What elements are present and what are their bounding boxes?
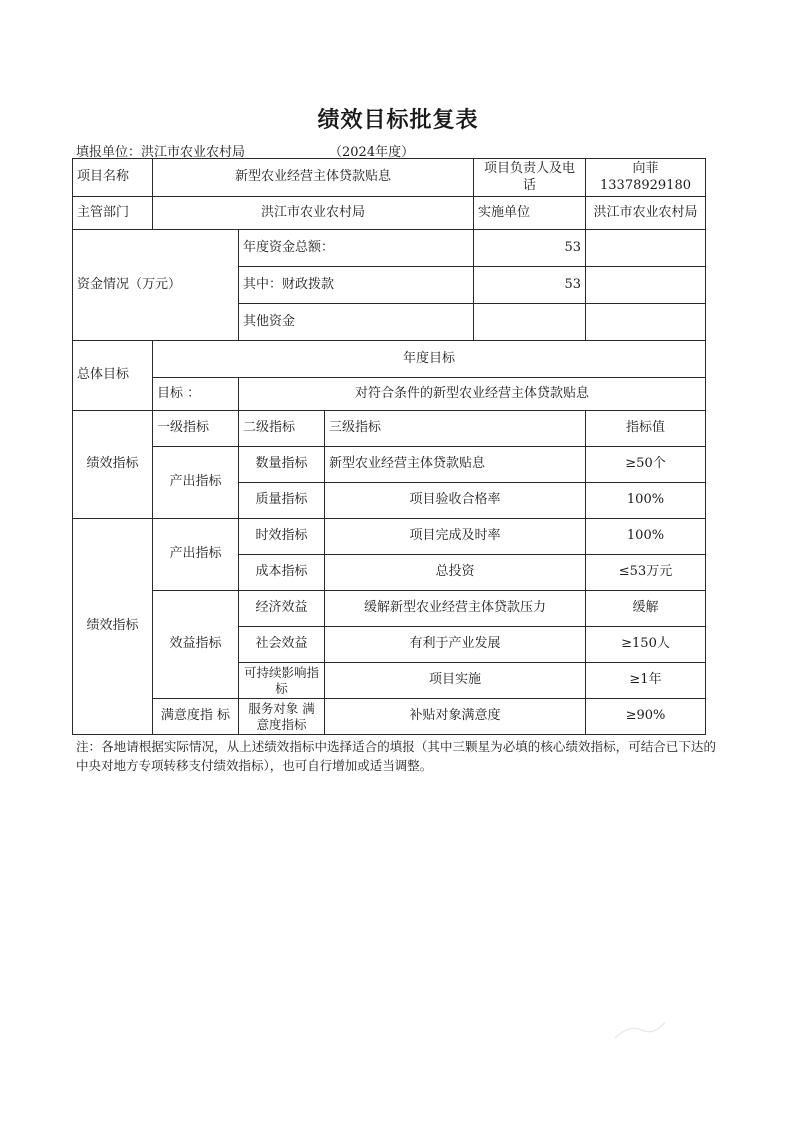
empty-cell — [586, 230, 706, 267]
service-indicator-value: ≥90% — [586, 699, 706, 735]
service-indicator-label: 服务对象 满意度指标 — [239, 699, 325, 735]
annual-goal-label: 年度目标 — [153, 341, 706, 378]
sustain-indicator-value: ≥1年 — [586, 663, 706, 699]
header-level2: 二级指标 — [239, 411, 325, 447]
cost-indicator-label: 成本指标 — [239, 555, 325, 591]
econ-indicator-label: 经济效益 — [239, 591, 325, 627]
dept-label: 主管部门 — [73, 197, 153, 230]
empty-cell — [586, 267, 706, 304]
table-row — [73, 159, 706, 197]
funds-total-label: 年度资金总额： — [239, 230, 474, 267]
faint-mark — [610, 1016, 670, 1046]
satisfaction-indicator-label: 满意度指 标 — [153, 699, 239, 735]
leader-label: 项目负责人及电话 — [474, 159, 586, 197]
quality-indicator-value: 100% — [586, 483, 706, 519]
output-indicator-label: 产出指标 — [153, 447, 239, 519]
fill-unit-label: 填报单位：洪江市农业农村局 — [76, 145, 246, 160]
goal-label: 目标 ： — [153, 378, 239, 411]
benefit-indicator-label: 效益指标 — [153, 591, 239, 699]
table-row — [73, 411, 706, 447]
table-row — [73, 378, 706, 411]
timely-indicator-item: 项目完成及时率 — [325, 519, 586, 555]
social-indicator-label: 社会效益 — [239, 627, 325, 663]
overall-target-label: 总体目标 — [73, 341, 153, 411]
dept-value: 洪江市农业农村局 — [153, 197, 474, 230]
table-row — [73, 699, 706, 735]
header-level3: 三级指标 — [325, 411, 586, 447]
output-indicator-label-2: 产出指标 — [153, 519, 239, 591]
sustain-indicator-label: 可持续影响指标 — [239, 663, 325, 699]
quality-indicator-label: 质量指标 — [239, 483, 325, 519]
cost-indicator-value: ≤53万元 — [586, 555, 706, 591]
table-row — [73, 591, 706, 627]
qty-indicator-value: ≥50个 — [586, 447, 706, 483]
funds-other-label: 其他资金 — [239, 304, 474, 341]
year-label: （2024年度） — [329, 145, 415, 160]
project-name-value: 新型农业经营主体贷款贴息 — [153, 159, 474, 197]
perf-indicator-label: 绩效指标 — [73, 411, 153, 519]
perf-indicator-label-2: 绩效指标 — [73, 519, 153, 735]
project-name-label: 项目名称 — [73, 159, 153, 197]
table-row — [73, 519, 706, 555]
table-row — [73, 341, 706, 378]
econ-indicator-item: 缓解新型农业经营主体贷款压力 — [325, 591, 586, 627]
header-level1: 一级指标 — [153, 411, 239, 447]
impl-label: 实施单位 — [474, 197, 586, 230]
leader-value: 向菲13378929180 — [586, 159, 706, 197]
quality-indicator-item: 项目验收合格率 — [325, 483, 586, 519]
table-row — [73, 197, 706, 230]
header-value: 指标值 — [586, 411, 706, 447]
footnote: 注：各地请根据实际情况，从上述绩效指标中选择适合的填报（其中三颗星为必填的核心绩效指标，可结合已下达的中央对地方专项转移支付绩效指标），也可自行增加或适当调整。 — [76, 739, 716, 773]
timely-indicator-value: 100% — [586, 519, 706, 555]
social-indicator-item: 有利于产业发展 — [325, 627, 586, 663]
table-row — [73, 230, 706, 267]
service-indicator-item: 补贴对象满意度 — [325, 699, 586, 735]
funds-label: 资金情况（万元） — [73, 230, 239, 341]
econ-indicator-value: 缓解 — [586, 591, 706, 627]
cost-indicator-item: 总投资 — [325, 555, 586, 591]
performance-target-table — [72, 158, 706, 735]
funds-fiscal-value: 53 — [474, 267, 586, 304]
funds-total-value: 53 — [474, 230, 586, 267]
empty-cell — [586, 304, 706, 341]
impl-value: 洪江市农业农村局 — [586, 197, 706, 230]
funds-fiscal-label: 其中：财政拨款 — [239, 267, 474, 304]
social-indicator-value: ≥150人 — [586, 627, 706, 663]
page-title: 绩效目标批复表 — [317, 108, 479, 133]
qty-indicator-label: 数量指标 — [239, 447, 325, 483]
table-row — [73, 447, 706, 483]
goal-value: 对符合条件的新型农业经营主体贷款贴息 — [239, 378, 706, 411]
sustain-indicator-item: 项目实施 — [325, 663, 586, 699]
empty-cell — [474, 304, 586, 341]
qty-indicator-item: 新型农业经营主体贷款贴息 — [325, 447, 586, 483]
timely-indicator-label: 时效指标 — [239, 519, 325, 555]
